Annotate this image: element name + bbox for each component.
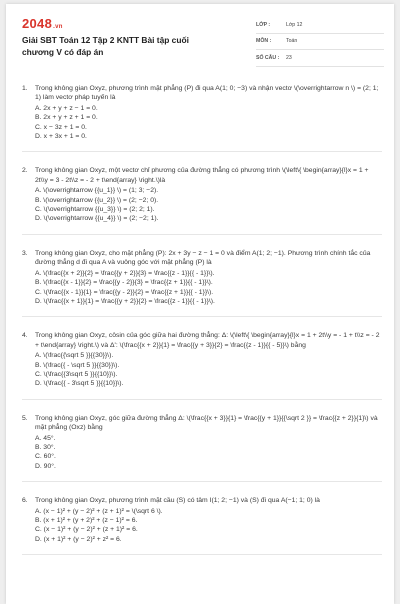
answer-options: [35, 507, 382, 545]
question-number: 3.: [22, 249, 28, 257]
question-number: 4.: [22, 332, 28, 340]
question-text: Trong không gian Oxyz, một vectơ chỉ phương của đường thẳng có phương trình \(\left\{ \begin{array}{l}x = 1 + 2t\\y = 3 - 2t\\z = - 2 + t\end{array} \right.\)là: [35, 167, 369, 184]
document-title: Giải SBT Toán 12 Tập 2 KNTT Bài tập cuối chương V có đáp án: [22, 35, 189, 57]
question-number: 1.: [22, 85, 28, 92]
answer-option[interactable]: D. 90°.: [35, 462, 56, 470]
answer-option[interactable]: B. 30°.: [35, 443, 56, 451]
answer-option[interactable]: C. \(\frac{{3\sqrt 5 }}{{10}}\).: [35, 370, 118, 378]
question-number: 5.: [22, 414, 28, 422]
answer-option[interactable]: D. \(\frac{{ - 3\sqrt 5 }}{{10}}\).: [35, 380, 124, 388]
answer-option[interactable]: C. \(\overrightarrow {{u_3}} \) = (2; 2; 1).: [35, 206, 155, 214]
document-page: [6, 4, 394, 604]
answer-options: [35, 104, 382, 142]
meta-table: [256, 17, 384, 67]
question-list: [22, 80, 382, 565]
question-text: Trong không gian Oxyz, phương trình mặt cầu (S) có tâm I(1; 2; −1) và (S) đi qua A(−1; 1; 0) là: [35, 497, 320, 505]
question-number: 6.: [22, 497, 28, 505]
meta-value: Toán: [286, 38, 298, 45]
answer-option[interactable]: D. \(\overrightarrow {{u_4}} \) = (2; −2; 1).: [35, 215, 159, 223]
answer-options: [35, 186, 382, 224]
answer-option[interactable]: A. (x − 1)² + (y − 2)² + (z + 1)² = \(\sqrt 6 \).: [35, 507, 163, 515]
page-header: [6, 4, 394, 74]
answer-options: [35, 351, 382, 389]
answer-option[interactable]: D. \(\frac{{x + 1}}{1} = \frac{{y + 2}}{2} = \frac{{z - 1}}{{ - 1}}\).: [35, 297, 215, 305]
question-item: [22, 327, 382, 399]
meta-label: LỚP :: [256, 21, 271, 28]
answer-option[interactable]: A. 45°.: [35, 434, 56, 442]
answer-options: [35, 269, 382, 307]
answer-option[interactable]: B. \(\overrightarrow {{u_2}} \) = (2; −2; 0).: [35, 196, 159, 204]
meta-row-class: [256, 17, 384, 34]
answer-option[interactable]: C. (x − 1)² + (y − 2)² + (z + 1)² = 6.: [35, 526, 138, 534]
question-item: [22, 162, 382, 234]
answer-options: [35, 434, 382, 472]
question-text: Trong không gian Oxyz, góc giữa đường thẳng Δ: \(\frac{{x + 3}}{1} = \frac{{y + 1}}{{\sqrt 2 }} = \frac{{z + 2}}{1}\) và mặt phẳng (Oxz) bằng: [35, 414, 378, 432]
question-text: Trong không gian Oxyz, cho mặt phẳng (P): 2x + 3y − z − 1 = 0 và điểm A(1; 2; −1). Phương trình chính tắc của đường thẳng d đi qua A và vuông góc với mặt phẳng (P) là: [35, 249, 371, 267]
answer-option[interactable]: A. 2x + y + z − 1 = 0.: [35, 104, 98, 112]
answer-option[interactable]: B. \(\frac{{ - \sqrt 5 }}{{30}}\).: [35, 361, 120, 369]
site-logo[interactable]: [22, 16, 63, 31]
logo-text: 2048: [22, 16, 53, 31]
question-item: [22, 492, 382, 555]
answer-option[interactable]: A. \(\frac{{\sqrt 5 }}{{30}}\).: [35, 352, 114, 360]
answer-option[interactable]: C. 60°.: [35, 453, 56, 461]
answer-option[interactable]: D. x + 3x + 1 = 0.: [35, 133, 87, 141]
question-text: Trong không gian Oxyz, côsin của góc giữa hai đường thẳng: Δ: \(\left\{ \begin{array}{l}x = 1 + 2t\\y = - 1 + t\\z = - 2 + t\end{array} \right.\) và Δ': \(\frac{{x + 2}}{1} = \frac{{y + 3}}{2} = \frac{{z - 1}}{{ - 5}}\) bằng: [35, 332, 380, 349]
meta-row-subject: [256, 34, 384, 51]
meta-value: 23: [286, 54, 292, 61]
meta-value: Lớp 12: [286, 21, 303, 28]
question-number: 2.: [22, 167, 28, 175]
answer-option[interactable]: C. \(\frac{{x - 1}}{1} = \frac{{y - 2}}{2} = \frac{{z + 1}}{{ - 1}}\).: [35, 288, 214, 296]
meta-label: MÔN :: [256, 38, 272, 45]
answer-option[interactable]: C. x − 3z + 1 = 0.: [35, 123, 87, 131]
question-item: [22, 245, 382, 317]
answer-option[interactable]: A. \(\frac{{x + 2}}{2} = \frac{{y + 2}}{3} = \frac{{z - 1}}{{ - 1}}\).: [35, 269, 215, 277]
answer-option[interactable]: B. \(\frac{{x - 1}}{2} = \frac{{y - 2}}{3} = \frac{{z + 1}}{{ - 1}}\).: [35, 279, 213, 287]
logo-suffix: .vn: [53, 24, 63, 30]
answer-option[interactable]: B. 2x + y + z + 1 = 0.: [35, 114, 98, 122]
answer-option[interactable]: A. \(\overrightarrow {{u_1}} \) = (1; 3; −2).: [35, 187, 159, 195]
question-item: [22, 80, 382, 152]
answer-option[interactable]: B. (x + 1)² + (y + 2)² + (z − 1)² = 6.: [35, 517, 138, 524]
question-text: Trong không gian Oxyz, phương trình mặt phẳng (P) đi qua A(1; 0; −3) và nhận vectơ \(\overrightarrow n \) = (2; 1; 1) làm vectơ pháp tuyến là: [35, 85, 379, 102]
meta-row-count: [256, 50, 384, 67]
answer-option[interactable]: D. (x + 1)² + (y − 2)² + z² = 6.: [35, 535, 122, 543]
question-item: [22, 410, 382, 482]
meta-label: SỐ CÂU :: [256, 54, 280, 61]
